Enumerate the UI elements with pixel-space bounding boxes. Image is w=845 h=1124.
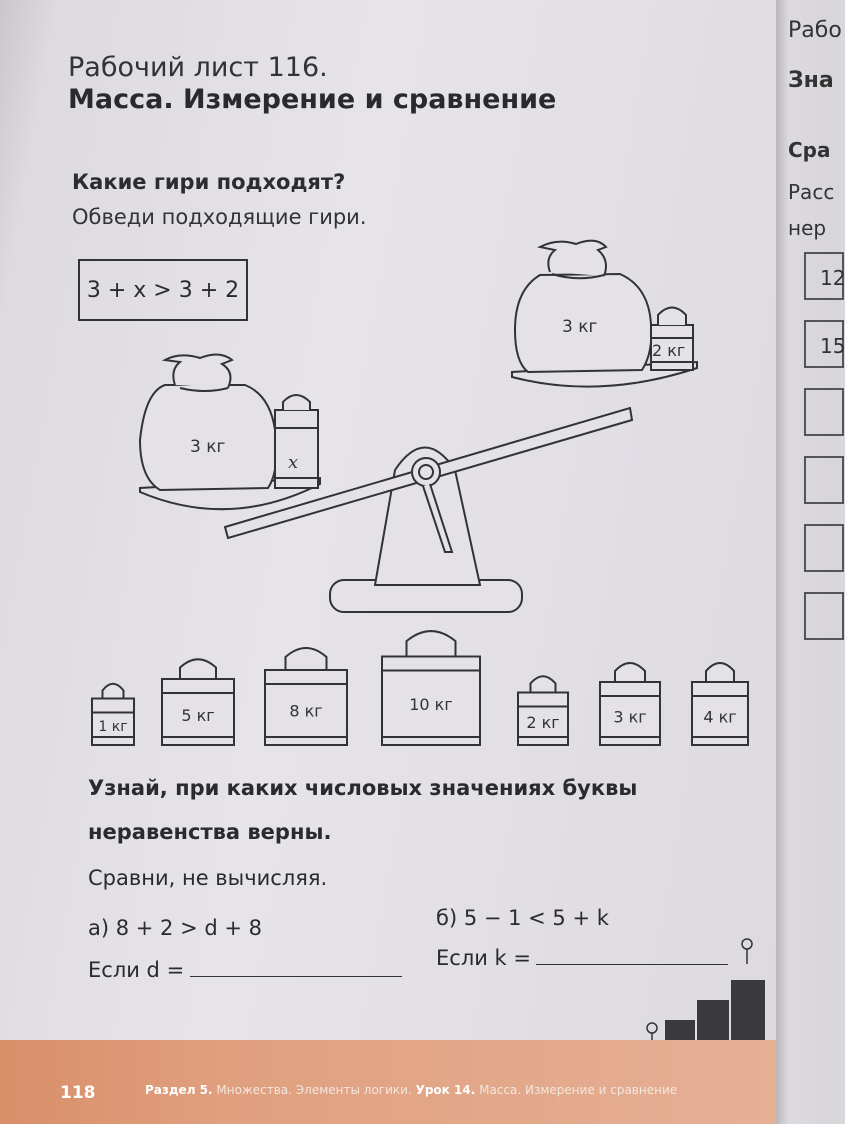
answer-d-blank[interactable]: [190, 976, 402, 977]
adjacent-box-4: [804, 456, 844, 504]
equation-text: 3 + x > 3 + 2: [86, 277, 240, 303]
adjacent-box-1-text: 12: [820, 266, 845, 290]
right-bag-label: 3 кг: [562, 317, 598, 337]
adjacent-line-5: нер: [788, 216, 827, 240]
inequality-a: а) 8 + 2 > d + 8: [88, 916, 262, 940]
page-number: 118: [60, 1083, 96, 1103]
footer-section-text: Множества. Элементы логики.: [216, 1083, 412, 1097]
weight-option[interactable]: [600, 663, 660, 745]
weight-option[interactable]: [518, 676, 568, 745]
weight-option[interactable]: [382, 631, 480, 745]
weight-label: 10 кг: [409, 694, 453, 714]
left-bag-label: 3 кг: [190, 437, 226, 457]
adjacent-box-1: [804, 252, 844, 300]
task2-instruction: Сравни, не вычисляя.: [88, 866, 328, 890]
task2-question-line1: Узнай, при каких числовых значениях буквы: [88, 776, 638, 800]
adjacent-box-6: [804, 592, 844, 640]
weight-label: 3 кг: [613, 707, 647, 727]
worksheet-label: Рабочий лист 116.: [68, 52, 328, 83]
weight-option[interactable]: [265, 648, 347, 745]
adjacent-page: [776, 0, 845, 1124]
weight-label: 5 кг: [181, 706, 215, 725]
weight-option[interactable]: [162, 659, 234, 745]
adjacent-line-3: Сра: [788, 138, 831, 162]
figure-icon: [742, 939, 752, 949]
task2-question-line2: неравенства верны.: [88, 820, 332, 844]
footer-lesson-text: Масса. Измерение и сравнение: [479, 1083, 678, 1097]
scale-pivot: [412, 458, 440, 486]
task1-question: Какие гири подходят?: [72, 170, 346, 194]
weight-label: 8 кг: [289, 701, 323, 721]
if-k-label: Если k =: [436, 946, 531, 970]
weight-option[interactable]: [92, 684, 134, 745]
adjacent-box-3: [804, 388, 844, 436]
adjacent-line-4: Расс: [788, 180, 835, 204]
right-weight-label: 2 кг: [652, 341, 686, 360]
adjacent-box-2: [804, 320, 844, 368]
footer-lesson-bold: Урок 14.: [415, 1083, 476, 1097]
inequality-b: б) 5 − 1 < 5 + k: [436, 906, 609, 930]
weight-option[interactable]: [692, 663, 748, 745]
if-d-label: Если d =: [88, 958, 185, 982]
task1-instruction: Обведи подходящие гири.: [72, 205, 367, 229]
adjacent-line-1: Рабо: [788, 18, 842, 43]
adjacent-box-2-text: 15: [820, 334, 845, 358]
left-weight: [275, 410, 318, 488]
weight-label: 4 кг: [703, 707, 737, 727]
adjacent-box-5: [804, 524, 844, 572]
footer-section-bold: Раздел 5.: [145, 1083, 213, 1097]
figure-icon: [647, 1023, 657, 1033]
weight-label: 1 кг: [98, 718, 128, 735]
left-weight-label: x: [288, 452, 299, 473]
page-title: Масса. Измерение и сравнение: [68, 84, 557, 115]
adjacent-line-2: Зна: [788, 68, 834, 93]
progress-stairs-decoration: [635, 940, 775, 1050]
footer-caption: [145, 1083, 677, 1097]
footer-bar: [0, 1040, 780, 1124]
weight-label: 2 кг: [526, 712, 560, 732]
